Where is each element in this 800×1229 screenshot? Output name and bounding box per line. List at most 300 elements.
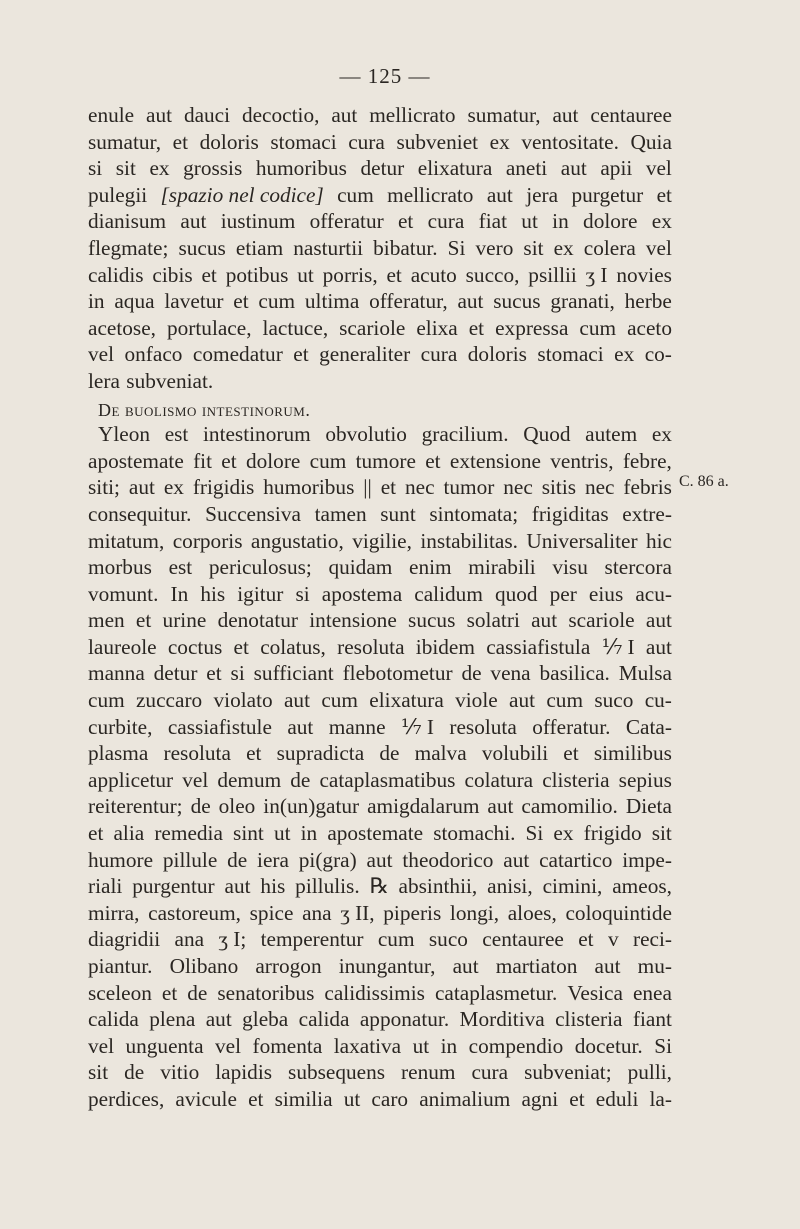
word: basilica.: [539, 661, 610, 686]
word: frigidis: [192, 475, 255, 500]
word: angustatio,: [250, 528, 344, 553]
word: enim: [409, 555, 452, 580]
word: stomachi.: [433, 821, 516, 846]
word: humoribus: [263, 475, 355, 500]
word: ultima: [304, 289, 360, 314]
text-line: [88, 262, 672, 289]
word: clisteria: [555, 1007, 623, 1032]
word: animalium: [419, 1086, 511, 1111]
word: intestinorum: [203, 422, 311, 447]
word: ex: [614, 342, 635, 367]
word: cum: [309, 448, 347, 473]
text-line: [88, 980, 672, 1007]
word: de: [124, 1060, 145, 1085]
word: portulace,: [166, 315, 252, 340]
word: aut: [531, 608, 558, 633]
word: frigiditas: [531, 501, 609, 526]
word: apostemate: [327, 821, 424, 846]
word: mellicrato: [387, 182, 474, 207]
word: et: [161, 980, 178, 1005]
word: vero: [475, 235, 514, 260]
text-line: [88, 634, 672, 661]
word: ||: [363, 475, 372, 500]
word: temperentur: [260, 927, 364, 952]
word: et: [656, 182, 672, 207]
text-line: [88, 341, 672, 368]
word: riali: [88, 874, 123, 899]
word: ut: [343, 1086, 361, 1111]
word: elixatura: [417, 156, 493, 181]
word: siti;: [88, 475, 120, 500]
word: solatri: [466, 608, 520, 633]
word: renum: [401, 1060, 456, 1085]
word: quod: [494, 581, 538, 606]
word: oleo: [218, 794, 256, 819]
word: igitur: [237, 581, 284, 606]
word: aut: [146, 103, 173, 127]
word: la-: [649, 1086, 672, 1111]
word: acuto: [410, 262, 457, 287]
word: et: [397, 209, 414, 234]
word: de: [190, 794, 211, 819]
word: et: [206, 661, 222, 686]
word: camomilio.: [521, 794, 618, 819]
word: etiam: [235, 235, 284, 260]
word: sit: [523, 235, 544, 260]
word: humore: [88, 847, 154, 872]
word: ut: [297, 262, 314, 287]
word: aceto: [627, 315, 672, 340]
word: zuccaro: [135, 688, 203, 713]
word: Universaliter: [526, 528, 638, 553]
word: piperis: [383, 900, 442, 925]
word: ameos,: [612, 874, 672, 899]
word: et: [380, 475, 397, 500]
word: onfaco: [124, 342, 183, 367]
margin-folio-note: C. 86 a.: [679, 473, 729, 490]
word: nec: [584, 475, 615, 500]
word: si: [88, 156, 103, 181]
word: ana: [302, 900, 332, 925]
word: ℞: [369, 874, 389, 899]
word: tumor: [443, 475, 495, 500]
word: apostemate: [88, 448, 184, 473]
word: aut: [224, 874, 251, 899]
word: lapidis: [215, 1060, 273, 1085]
word: cum: [88, 688, 125, 713]
word: et: [233, 634, 249, 659]
word: et: [233, 289, 249, 314]
word: Yleon: [98, 422, 151, 447]
word: perdices,: [88, 1086, 165, 1111]
text-line: [88, 607, 672, 634]
word: co-: [644, 342, 672, 367]
word: dianisum: [88, 209, 167, 234]
word: et: [201, 262, 217, 287]
word: dolore: [583, 209, 638, 234]
word: aut: [452, 954, 479, 978]
word: catartico: [539, 847, 613, 872]
word: cassiafistula: [486, 634, 591, 659]
word: v: [607, 927, 619, 952]
word: tumore: [355, 448, 416, 473]
word: corporis: [172, 528, 243, 553]
word: compendio: [468, 1033, 564, 1058]
word: ut: [521, 209, 538, 234]
word: sintomata;: [429, 501, 519, 526]
word: intensione: [309, 608, 397, 633]
word: mirra,: [88, 900, 140, 925]
word: similia: [274, 1086, 333, 1111]
word: calida: [298, 1007, 350, 1032]
word: et: [425, 448, 441, 473]
word: subveniat;: [524, 1060, 612, 1085]
word: malva: [414, 741, 467, 766]
word: subveniat.: [126, 368, 214, 393]
word: subveniet: [396, 129, 479, 154]
word: sunt: [380, 501, 416, 526]
text-line: [88, 953, 672, 980]
word: curbite,: [88, 714, 153, 739]
word: dauci: [183, 103, 231, 127]
word: et: [221, 448, 237, 473]
word: centauree: [590, 103, 672, 127]
word: bibatur.: [373, 235, 438, 260]
word: flegmate;: [88, 235, 169, 260]
word: succo,: [465, 262, 520, 287]
text-line: [88, 1006, 672, 1033]
word: arrogon: [255, 954, 322, 978]
word: sucus: [493, 289, 541, 314]
word: humoribus: [255, 156, 347, 181]
word: extensione: [449, 448, 541, 473]
word: et: [569, 1086, 585, 1111]
word: inungantur,: [338, 954, 436, 978]
word: men: [88, 608, 125, 633]
word: suco: [428, 927, 468, 952]
word: nec: [405, 475, 435, 500]
word: denotatur: [217, 608, 298, 633]
word: vel: [88, 342, 115, 367]
word: psillii: [528, 262, 577, 287]
text-line: [88, 368, 672, 395]
word: urine: [162, 608, 207, 633]
word: hic: [645, 528, 672, 553]
text-line: [88, 554, 672, 581]
text-line: [88, 847, 672, 874]
word: aut: [457, 289, 484, 314]
word: coloquintide: [565, 900, 672, 925]
text-line: [88, 873, 672, 900]
word: eduli: [595, 1086, 639, 1111]
word: cura: [348, 129, 385, 154]
word: stomaci: [270, 129, 337, 154]
word: aut: [645, 634, 672, 659]
word: vel: [182, 767, 209, 792]
word: remedia: [154, 821, 223, 846]
word: et: [135, 608, 152, 633]
word: cibis: [152, 262, 193, 287]
page-number: — 125 —: [339, 64, 431, 88]
word: ut: [412, 1033, 430, 1058]
word: de: [379, 741, 400, 766]
word: vel: [88, 1033, 115, 1058]
word: Mulsa: [618, 661, 672, 686]
word: cura: [471, 1060, 509, 1085]
word: si: [295, 581, 310, 606]
word: laureole: [88, 634, 157, 659]
word: mellicrato: [369, 103, 456, 127]
word: offeratur,: [369, 289, 448, 314]
word: sit: [115, 156, 136, 181]
word: et: [293, 342, 309, 367]
word: scariole: [568, 608, 635, 633]
word: et: [563, 741, 579, 766]
text-line: [88, 740, 672, 767]
word: ventositate.: [521, 129, 619, 154]
word: ventris,: [550, 448, 614, 473]
word: scariole: [339, 315, 406, 340]
word: theodorico: [402, 847, 494, 872]
text-line: [88, 900, 672, 927]
word: et: [172, 129, 189, 154]
word: Quod: [523, 422, 571, 447]
word: novies: [616, 262, 672, 287]
word: sumatur,: [467, 103, 541, 127]
word: [spazio nel codice]: [160, 182, 324, 207]
word: castoreum,: [148, 900, 241, 925]
word: de: [227, 847, 248, 872]
word: aut: [287, 714, 314, 739]
word: calidis: [88, 262, 144, 287]
text-line: [88, 102, 672, 129]
word: clisteria: [542, 767, 610, 792]
word: doloris: [467, 342, 527, 367]
word: in: [552, 209, 569, 234]
word: diagridii: [88, 927, 161, 952]
word: nec: [503, 475, 533, 500]
word: cura: [420, 342, 458, 367]
body-text: [88, 102, 672, 1113]
word: cum: [321, 688, 358, 713]
paragraph-2: [88, 421, 672, 1112]
word: grossis: [183, 156, 243, 181]
word: enule: [88, 103, 135, 127]
word: et: [246, 741, 262, 766]
word: aut: [503, 847, 530, 872]
word: apostema: [321, 581, 403, 606]
word: dolore: [245, 448, 301, 473]
word: ex: [553, 821, 574, 846]
word: ut: [273, 821, 291, 846]
word: sumatur,: [88, 129, 162, 154]
text-line: [88, 767, 672, 794]
word: apii: [600, 156, 633, 181]
text-line: [88, 1059, 672, 1086]
word: vel: [645, 156, 672, 181]
word: fomenta: [252, 1033, 323, 1058]
word: sitis: [541, 475, 577, 500]
word: caro: [371, 1086, 409, 1111]
word: laxativa: [333, 1033, 402, 1058]
word: aut: [487, 794, 514, 819]
word: morbus: [88, 555, 152, 580]
word: doloris: [199, 129, 259, 154]
word: iustinum: [220, 209, 296, 234]
text-line: [88, 288, 672, 315]
word: periculosus;: [208, 555, 312, 580]
word: de: [290, 767, 311, 792]
word: obvolutio: [325, 422, 407, 447]
word: fiant: [632, 1007, 672, 1032]
word: In: [170, 581, 189, 606]
word: colera: [583, 235, 636, 260]
word: potibus: [225, 262, 289, 287]
word: cum: [579, 315, 617, 340]
word: elixa: [416, 315, 458, 340]
word: aut: [594, 954, 621, 978]
word: docetur.: [574, 1033, 643, 1058]
word: vena: [490, 661, 531, 686]
text-line: [88, 315, 672, 342]
text-line: [88, 528, 672, 555]
word: sepius: [618, 767, 672, 792]
word: his: [260, 874, 286, 899]
word: consequitur.: [88, 501, 192, 526]
word: cura: [427, 209, 465, 234]
word: ana: [174, 927, 205, 952]
text-line: [88, 208, 672, 235]
word: sucus: [178, 235, 226, 260]
word: si: [230, 661, 245, 686]
word: lera: [88, 368, 120, 393]
word: ex: [163, 475, 184, 500]
word: de: [461, 661, 482, 686]
text-line: [88, 793, 672, 820]
word: extre-: [622, 501, 672, 526]
word: volubili: [481, 741, 549, 766]
word: enea: [632, 980, 672, 1005]
word: mitatum,: [88, 528, 165, 553]
word: manna: [88, 661, 145, 686]
word: comedatur: [192, 342, 283, 367]
word: sit: [88, 1060, 109, 1085]
word: elixatura: [369, 688, 444, 713]
word: vigilie,: [352, 528, 412, 553]
text-line: [88, 687, 672, 714]
word: calidissimis: [324, 980, 425, 1005]
text-line: [88, 448, 672, 475]
word: aut: [509, 688, 536, 713]
word: cum: [546, 688, 584, 713]
word: mu-: [637, 954, 672, 978]
word: alia: [113, 821, 145, 846]
word: plasma: [88, 741, 149, 766]
word: Dieta: [625, 794, 672, 819]
word: iera: [257, 847, 289, 872]
word: stercora: [604, 555, 672, 580]
word: applicetur: [88, 767, 174, 792]
word: vel: [645, 235, 672, 260]
word: nasturtii: [293, 235, 364, 260]
word: vel: [215, 1033, 242, 1058]
word: ex: [651, 422, 672, 447]
word: Quia: [630, 129, 672, 154]
word: cum: [337, 182, 374, 207]
text-line: [88, 820, 672, 847]
word: pillulis.: [295, 874, 360, 899]
word: ex: [553, 235, 574, 260]
word: pulegii: [88, 182, 148, 207]
word: de: [187, 980, 208, 1005]
word: aut: [486, 182, 513, 207]
word: Morditiva: [459, 1007, 545, 1032]
word: Si: [447, 235, 466, 260]
word: et: [578, 927, 594, 952]
word: spice: [249, 900, 294, 925]
word: aut: [560, 156, 587, 181]
text-line: [88, 182, 672, 209]
text-line: [88, 501, 672, 528]
word: demum: [217, 767, 282, 792]
word: jera: [526, 182, 559, 207]
word: longi,: [449, 900, 500, 925]
word: pi(gra): [298, 847, 357, 872]
word: in(un)gatur: [263, 794, 360, 819]
word: absinthii,: [398, 874, 478, 899]
word: acu-: [635, 581, 672, 606]
word: autem: [585, 422, 638, 447]
word: flebotometur: [342, 661, 453, 686]
word: decoctio,: [241, 103, 320, 127]
word: et: [88, 821, 104, 846]
text-line: [88, 421, 672, 448]
word: gleba: [242, 1007, 289, 1032]
word: Vesica: [567, 980, 623, 1005]
word: ibidem: [415, 634, 475, 659]
word: fit: [193, 448, 213, 473]
word: in: [88, 289, 105, 314]
text-line: [88, 926, 672, 953]
word: sufficiant: [253, 661, 334, 686]
word: calidum: [414, 581, 483, 606]
word: cassiafistule: [167, 714, 272, 739]
word: per: [549, 581, 577, 606]
word: cataplasmatibus: [319, 767, 456, 792]
word: ʒ I;: [218, 927, 247, 952]
word: coctus: [167, 634, 223, 659]
word: et: [386, 262, 402, 287]
word: aut: [552, 103, 579, 127]
word: impe-: [622, 847, 672, 872]
word: centauree: [482, 927, 564, 952]
word: aut: [180, 209, 207, 234]
word: anisi,: [487, 874, 533, 899]
word: aneti: [505, 156, 548, 181]
text-line: [88, 1086, 672, 1113]
word: sint: [233, 821, 264, 846]
word: ʒ I: [585, 262, 608, 287]
word: Olibano: [169, 954, 239, 978]
word: frigido: [583, 821, 642, 846]
word: offeratur: [309, 209, 384, 234]
word: Si: [525, 821, 544, 846]
word: sucus: [408, 608, 456, 633]
word: subsequens: [288, 1060, 386, 1085]
word: fiat: [478, 209, 507, 234]
word: vomunt.: [88, 581, 159, 606]
text-line: [88, 129, 672, 156]
